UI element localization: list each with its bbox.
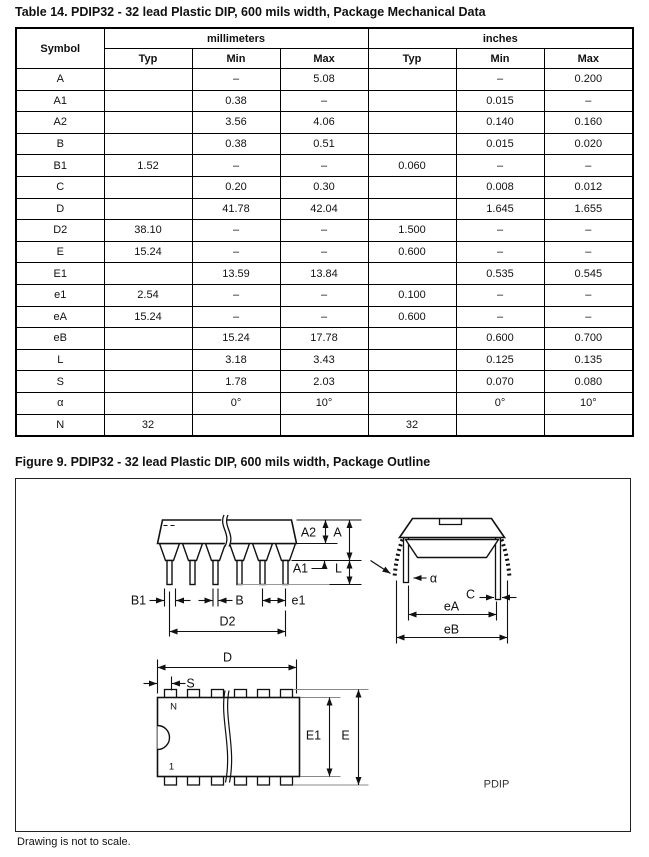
value-cell: 42.04 xyxy=(280,198,368,220)
value-cell: 3.18 xyxy=(192,349,280,371)
value-cell: 2.54 xyxy=(104,284,192,306)
value-cell: 13.59 xyxy=(192,263,280,285)
table-row xyxy=(16,112,633,134)
value-cell: – xyxy=(544,155,633,177)
top-view xyxy=(144,651,510,791)
symbol-cell: α xyxy=(16,392,104,414)
table-row xyxy=(16,414,633,436)
label-L: L xyxy=(335,561,342,576)
value-cell: – xyxy=(456,155,544,177)
value-cell xyxy=(104,328,192,350)
value-cell: – xyxy=(192,284,280,306)
value-cell: 32 xyxy=(368,414,456,436)
value-cell: 10° xyxy=(544,392,633,414)
table-row xyxy=(16,133,633,155)
value-cell xyxy=(368,328,456,350)
symbol-cell: A2 xyxy=(16,112,104,134)
value-cell: 1.52 xyxy=(104,155,192,177)
value-cell: 2.03 xyxy=(280,371,368,393)
value-cell: – xyxy=(456,284,544,306)
symbol-cell: D xyxy=(16,198,104,220)
value-cell: 15.24 xyxy=(104,306,192,328)
symbol-cell: A xyxy=(16,69,104,91)
col-group-millimeters: millimeters xyxy=(104,28,368,49)
value-cell: – xyxy=(544,241,633,263)
value-cell: 38.10 xyxy=(104,220,192,242)
value-cell: 0.600 xyxy=(368,306,456,328)
label-pin1: 1 xyxy=(168,761,175,773)
figure-outline-box xyxy=(15,478,631,832)
symbol-cell: D2 xyxy=(16,220,104,242)
value-cell: – xyxy=(280,306,368,328)
value-cell: 0.015 xyxy=(456,133,544,155)
table-row xyxy=(16,241,633,263)
value-cell: 0.38 xyxy=(192,90,280,112)
value-cell: – xyxy=(456,69,544,91)
table-row xyxy=(16,284,633,306)
value-cell: 15.24 xyxy=(192,328,280,350)
mech-table-head xyxy=(16,28,633,69)
package-outline-drawing xyxy=(16,479,630,831)
value-cell: 0.700 xyxy=(544,328,633,350)
value-cell: 0.20 xyxy=(192,176,280,198)
header-row-groups xyxy=(16,28,633,49)
value-cell xyxy=(544,414,633,436)
value-cell xyxy=(104,112,192,134)
value-cell xyxy=(368,176,456,198)
symbol-cell: A1 xyxy=(16,90,104,112)
value-cell xyxy=(368,90,456,112)
subheader-in-max: Max xyxy=(544,49,633,69)
value-cell xyxy=(104,90,192,112)
label-A2: A2 xyxy=(300,525,317,540)
subheader-in-min: Min xyxy=(456,49,544,69)
value-cell: 0.060 xyxy=(368,155,456,177)
value-cell xyxy=(456,414,544,436)
label-B1: B1 xyxy=(130,593,147,608)
value-cell xyxy=(368,392,456,414)
value-cell: 0.160 xyxy=(544,112,633,134)
value-cell xyxy=(104,176,192,198)
value-cell: 0.140 xyxy=(456,112,544,134)
value-cell: – xyxy=(192,306,280,328)
symbol-cell: C xyxy=(16,176,104,198)
end-view-splayed-lead-right xyxy=(502,540,510,578)
table-caption: Table 14. PDIP32 - 32 lead Plastic DIP, 600 mils width, Package Mechanical Data xyxy=(15,5,486,19)
value-cell: 0.080 xyxy=(544,371,633,393)
mech-table-body xyxy=(16,69,633,437)
subheader-mm-min: Min xyxy=(192,49,280,69)
symbol-cell: eB xyxy=(16,328,104,350)
value-cell: 0° xyxy=(192,392,280,414)
label-E1: E1 xyxy=(305,728,322,743)
value-cell: 4.06 xyxy=(280,112,368,134)
label-S: S xyxy=(186,676,195,691)
value-cell: – xyxy=(192,220,280,242)
value-cell xyxy=(368,112,456,134)
value-cell: – xyxy=(544,284,633,306)
table-row xyxy=(16,392,633,414)
value-cell: 1.655 xyxy=(544,198,633,220)
value-cell: – xyxy=(456,220,544,242)
symbol-cell: B xyxy=(16,133,104,155)
label-package-name: PDIP xyxy=(483,778,510,791)
value-cell: 0.008 xyxy=(456,176,544,198)
label-B: B xyxy=(235,593,244,608)
value-cell: 32 xyxy=(104,414,192,436)
symbol-cell: L xyxy=(16,349,104,371)
label-D2: D2 xyxy=(219,614,236,629)
label-eA: eA xyxy=(443,599,460,614)
figure-caption: Figure 9. PDIP32 - 32 lead Plastic DIP, 600 mils width, Package Outline xyxy=(15,455,431,469)
value-cell: 0.125 xyxy=(456,349,544,371)
table-row xyxy=(16,198,633,220)
end-view-splayed-lead-left xyxy=(395,540,403,578)
value-cell xyxy=(104,133,192,155)
value-cell xyxy=(104,69,192,91)
value-cell: 1.645 xyxy=(456,198,544,220)
value-cell: – xyxy=(456,306,544,328)
value-cell: 41.78 xyxy=(192,198,280,220)
value-cell: 1.78 xyxy=(192,371,280,393)
value-cell: 0.015 xyxy=(456,90,544,112)
value-cell: – xyxy=(280,155,368,177)
value-cell xyxy=(368,349,456,371)
value-cell: 0.012 xyxy=(544,176,633,198)
table-row xyxy=(16,155,633,177)
height-dimensions xyxy=(312,520,350,585)
mech-table xyxy=(15,27,634,437)
end-view xyxy=(371,519,517,644)
label-N: N xyxy=(170,701,177,713)
value-cell: 0.070 xyxy=(456,371,544,393)
value-cell: 10° xyxy=(280,392,368,414)
value-cell: 0.200 xyxy=(544,69,633,91)
value-cell xyxy=(368,133,456,155)
label-E: E xyxy=(341,728,350,743)
symbol-cell: N xyxy=(16,414,104,436)
value-cell: 0.020 xyxy=(544,133,633,155)
label-e1: e1 xyxy=(291,593,306,608)
value-cell: – xyxy=(280,241,368,263)
col-group-inches: inches xyxy=(368,28,633,49)
value-cell: 5.08 xyxy=(280,69,368,91)
subheader-in-typ: Typ xyxy=(368,49,456,69)
value-cell: 17.78 xyxy=(280,328,368,350)
lead-pointer-arrow xyxy=(371,561,391,574)
symbol-cell: eA xyxy=(16,306,104,328)
value-cell xyxy=(104,263,192,285)
value-cell: 15.24 xyxy=(104,241,192,263)
end-view-cap xyxy=(400,519,505,538)
symbol-cell: E1 xyxy=(16,263,104,285)
value-cell xyxy=(368,371,456,393)
value-cell: 3.43 xyxy=(280,349,368,371)
table-row xyxy=(16,263,633,285)
symbol-cell: e1 xyxy=(16,284,104,306)
label-C: C xyxy=(465,587,476,602)
value-cell xyxy=(368,198,456,220)
value-cell: – xyxy=(280,90,368,112)
label-alpha: α xyxy=(429,571,438,586)
side-view xyxy=(131,515,362,637)
value-cell: 0.51 xyxy=(280,133,368,155)
header-row-subcols xyxy=(16,49,633,69)
table-row xyxy=(16,176,633,198)
label-A1: A1 xyxy=(292,561,309,576)
table-row xyxy=(16,306,633,328)
value-cell: 0.535 xyxy=(456,263,544,285)
value-cell: – xyxy=(456,241,544,263)
value-cell xyxy=(192,414,280,436)
value-cell: 1.500 xyxy=(368,220,456,242)
lead-dimensions xyxy=(150,589,286,637)
value-cell: – xyxy=(544,90,633,112)
table-row xyxy=(16,90,633,112)
value-cell: – xyxy=(280,284,368,306)
value-cell: 0.30 xyxy=(280,176,368,198)
table-row xyxy=(16,371,633,393)
subheader-mm-max: Max xyxy=(280,49,368,69)
table-row xyxy=(16,220,633,242)
table-row xyxy=(16,328,633,350)
label-eB: eB xyxy=(443,622,460,637)
side-view-leads xyxy=(160,544,296,585)
value-cell: 0° xyxy=(456,392,544,414)
value-cell xyxy=(368,69,456,91)
value-cell: 13.84 xyxy=(280,263,368,285)
value-cell xyxy=(104,371,192,393)
value-cell xyxy=(280,414,368,436)
value-cell xyxy=(368,263,456,285)
value-cell xyxy=(104,349,192,371)
value-cell: 0.600 xyxy=(456,328,544,350)
value-cell: – xyxy=(280,220,368,242)
symbol-cell: B1 xyxy=(16,155,104,177)
value-cell: 0.600 xyxy=(368,241,456,263)
table-row xyxy=(16,349,633,371)
value-cell: 0.545 xyxy=(544,263,633,285)
value-cell xyxy=(104,198,192,220)
symbol-cell: S xyxy=(16,371,104,393)
figure-footnote: Drawing is not to scale. xyxy=(17,836,131,848)
table-row xyxy=(16,69,633,91)
value-cell: – xyxy=(544,306,633,328)
value-cell: – xyxy=(192,69,280,91)
end-view-lower-body xyxy=(406,540,499,558)
label-D: D xyxy=(222,650,233,665)
value-cell: 0.38 xyxy=(192,133,280,155)
value-cell: – xyxy=(192,155,280,177)
subheader-mm-typ: Typ xyxy=(104,49,192,69)
value-cell: 0.135 xyxy=(544,349,633,371)
symbol-cell: E xyxy=(16,241,104,263)
value-cell: – xyxy=(192,241,280,263)
label-A: A xyxy=(333,525,342,540)
symbol-header: Symbol xyxy=(16,28,104,69)
value-cell: 3.56 xyxy=(192,112,280,134)
value-cell: 0.100 xyxy=(368,284,456,306)
value-cell: – xyxy=(544,220,633,242)
value-cell xyxy=(104,392,192,414)
